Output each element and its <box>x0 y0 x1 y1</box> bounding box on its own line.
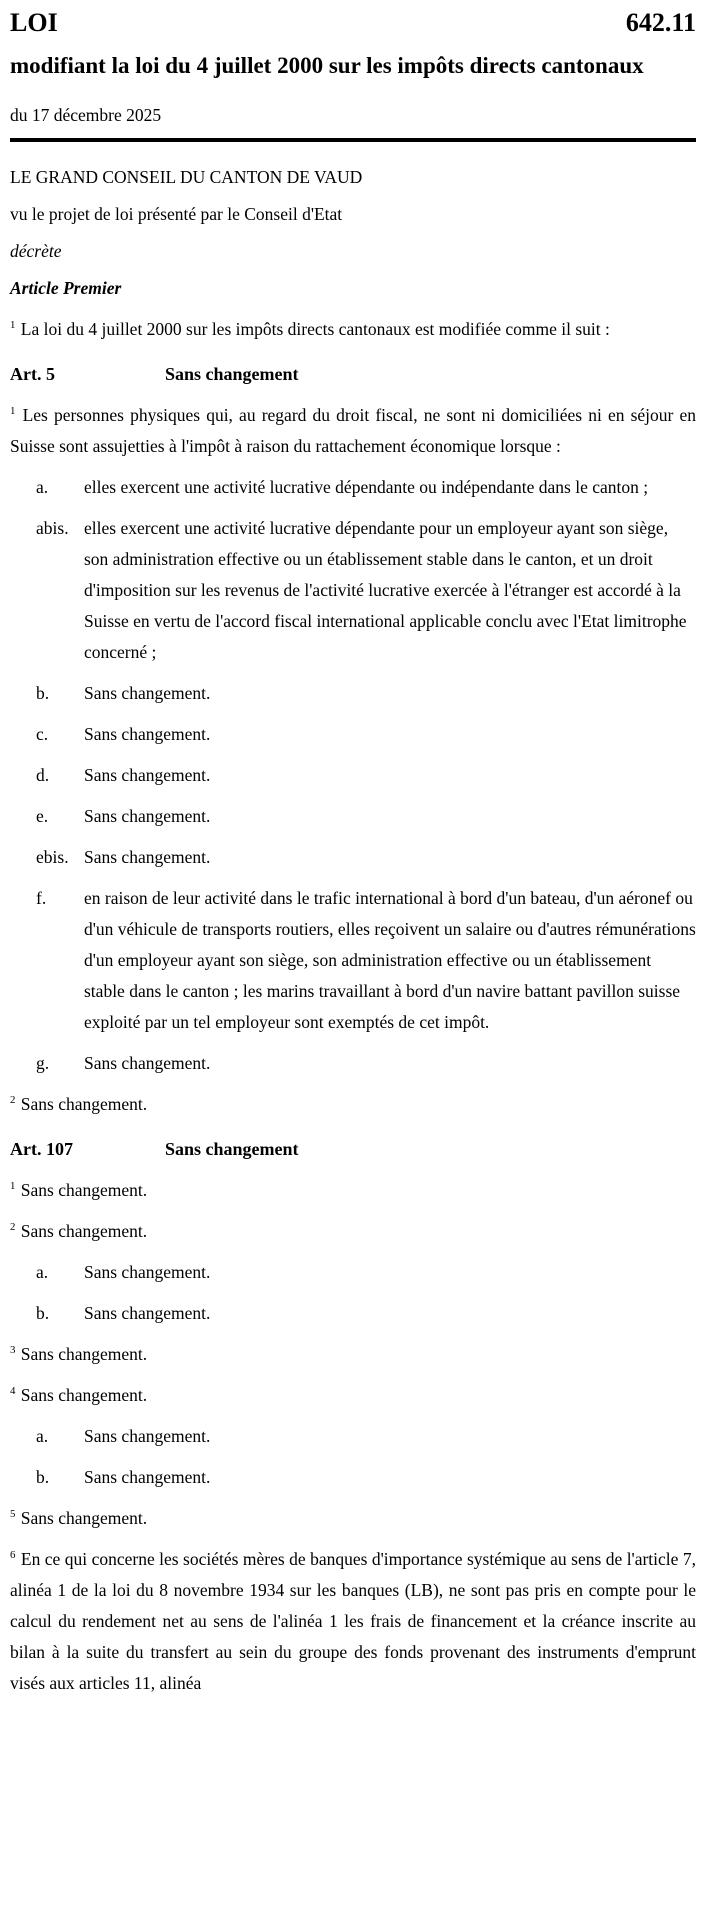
list-item-label: b. <box>36 1303 50 1323</box>
list-item-text: Sans changement. <box>84 1262 211 1282</box>
list-item <box>10 1048 696 1079</box>
article-heading <box>10 359 696 390</box>
list-item-text: Sans changement. <box>84 806 211 826</box>
article-status-label: Sans changement <box>165 364 299 384</box>
list-item <box>10 1257 696 1288</box>
paragraph-number: 3 <box>10 1344 16 1357</box>
list-item-label: a. <box>36 1262 49 1282</box>
paragraph <box>10 1503 696 1534</box>
list-item-label: d. <box>36 765 50 785</box>
preamble-council: LE GRAND CONSEIL DU CANTON DE VAUD <box>10 167 363 187</box>
preamble-recital: vu le projet de loi présenté par le Conseil d'Etat <box>10 204 343 224</box>
list-item <box>10 883 696 1038</box>
list-item-label: b. <box>36 683 50 703</box>
paragraph-text: Sans changement. <box>20 1344 148 1364</box>
paragraph-text: Sans changement. <box>20 1508 148 1528</box>
article-premier-heading: Article Premier <box>10 278 122 298</box>
list-item-label: g. <box>36 1053 50 1073</box>
doc-date: du 17 décembre 2025 <box>10 105 162 125</box>
list-item-text: Sans changement. <box>84 1303 211 1323</box>
doc-type: LOI <box>10 8 58 37</box>
paragraph-text: Sans changement. <box>20 1180 148 1200</box>
paragraph-number: 4 <box>10 1385 16 1398</box>
header-rule <box>10 138 696 142</box>
article-heading <box>10 1134 696 1165</box>
paragraph-text: En ce qui concerne les sociétés mères de banques d'importance systémique au sens de l'article 7, alinéa 1 de la loi du 8 novembre 1934 sur les banques (LB), ne sont pas pris en compte pour le calcul du rendement net au sens de l'alinéa 1 les frais de financement et la créance inscrite au bilan à la suite du transfert au sein du groupe des fonds provenant des instruments d'emprunt visés aux articles 11, alinéa <box>10 1549 696 1693</box>
paragraph-text: Sans changement. <box>20 1385 148 1405</box>
list-item <box>10 842 696 873</box>
list-item-text: elles exercent une activité lucrative dépendante pour un employeur ayant son siège, son administration effective ou un établissement stable dans le canton, et un droit d'imposition sur les revenus de l'activité lucrative exercée à l'étranger est accordé à la Suisse en vertu de l'accord fiscal international applicable conclu avec l'Etat limitrophe concerné ; <box>84 518 687 662</box>
doc-title: modifiant la loi du 4 juillet 2000 sur les impôts directs cantonaux <box>10 53 644 78</box>
paragraph-number: 2 <box>10 1094 16 1107</box>
list-item-text: elles exercent une activité lucrative dépendante ou indépendante dans le canton ; <box>84 477 649 497</box>
paragraph <box>10 1216 696 1247</box>
list-item-label: e. <box>36 806 49 826</box>
document-header <box>10 6 696 40</box>
paragraph-text: Sans changement. <box>20 1094 148 1114</box>
paragraph <box>10 400 696 462</box>
list-item-label: f. <box>36 888 47 908</box>
paragraph-number: 1 <box>10 1180 16 1193</box>
paragraph-text: Sans changement. <box>20 1221 148 1241</box>
list-item <box>10 472 696 503</box>
paragraph <box>10 314 696 345</box>
document-body <box>10 314 696 1699</box>
list-item-label: b. <box>36 1467 50 1487</box>
paragraph-number: 6 <box>10 1549 16 1562</box>
paragraph-number: 1 <box>10 319 16 332</box>
list-item-label: ebis. <box>36 847 69 867</box>
paragraph <box>10 1089 696 1120</box>
list-item <box>10 513 696 668</box>
paragraph-number: 1 <box>10 405 16 418</box>
list-item <box>10 801 696 832</box>
article-status-label: Sans changement <box>165 1139 299 1159</box>
paragraph <box>10 1175 696 1206</box>
paragraph <box>10 1544 696 1699</box>
article-number: Art. 5 <box>10 364 55 384</box>
paragraph <box>10 1339 696 1370</box>
list-item <box>10 678 696 709</box>
list-item-label: c. <box>36 724 49 744</box>
preamble-decree-word: décrète <box>10 241 62 261</box>
list-item-text: Sans changement. <box>84 1426 211 1446</box>
list-item <box>10 1421 696 1452</box>
doc-reference: 642.11 <box>625 8 696 37</box>
paragraph-text: Les personnes physiques qui, au regard du droit fiscal, ne sont ni domiciliées ni en séjour en Suisse sont assujetties à l'impôt à raison du rattachement économique lorsque : <box>10 405 696 456</box>
list-item-text: Sans changement. <box>84 1467 211 1487</box>
list-item-text: Sans changement. <box>84 765 211 785</box>
article-number: Art. 107 <box>10 1139 73 1159</box>
list-item <box>10 1298 696 1329</box>
list-item <box>10 1462 696 1493</box>
list-item-label: abis. <box>36 518 69 538</box>
list-item <box>10 760 696 791</box>
list-item-text: Sans changement. <box>84 847 211 867</box>
list-item <box>10 719 696 750</box>
list-item-text: Sans changement. <box>84 683 211 703</box>
list-item-label: a. <box>36 477 49 497</box>
list-item-text: en raison de leur activité dans le trafic international à bord d'un bateau, d'un aéronef ou d'un véhicule de transports routiers, elles reçoivent un salaire ou d'autres rémunérations d'un employeur ayant son siège, son administration effective ou un établissement stable dans le canton ; les marins travaillant à bord d'un navire battant pavillon suisse exploité par un tel employeur sont exemptés de cet impôt. <box>84 888 696 1032</box>
paragraph <box>10 1380 696 1411</box>
list-item-label: a. <box>36 1426 49 1446</box>
paragraph-number: 5 <box>10 1508 16 1521</box>
list-item-text: Sans changement. <box>84 1053 211 1073</box>
paragraph-number: 2 <box>10 1221 16 1234</box>
list-item-text: Sans changement. <box>84 724 211 744</box>
paragraph-text: La loi du 4 juillet 2000 sur les impôts directs cantonaux est modifiée comme il suit : <box>20 319 610 339</box>
